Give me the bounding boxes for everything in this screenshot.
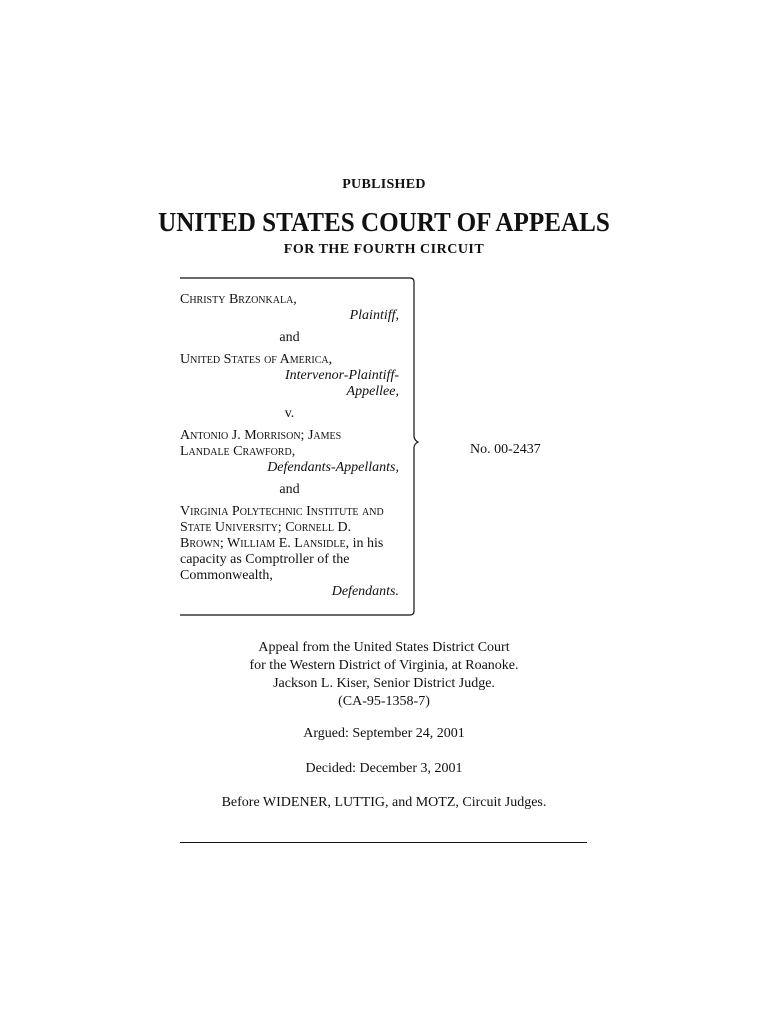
caption-parties [180, 292, 399, 600]
published-label: PUBLISHED [342, 177, 426, 192]
appeal-line3: Jackson L. Kiser, Senior District Judge. [273, 676, 495, 691]
defendants-appellants-role: Defendants-Appellants, [267, 460, 399, 475]
party-vt-line4: capacity as Comptroller of the [180, 552, 350, 567]
appeal-line4: (CA-95-1358-7) [338, 694, 430, 709]
defendants-role: Defendants. [331, 584, 399, 599]
party-defendants-line2: Landale Crawford, [180, 444, 296, 459]
and-connector: and [279, 330, 300, 345]
intervenor-role-line2: Appellee, [346, 384, 399, 399]
argued-date: Argued: September 24, 2001 [303, 726, 465, 741]
party-vt-line5: Commonwealth, [180, 568, 273, 583]
appeal-block [0, 639, 768, 711]
versus: v. [284, 406, 295, 421]
docket-number: No. 00-2437 [470, 442, 541, 457]
party-vt-line3 [180, 536, 399, 552]
appeal-line1: Appeal from the United States District Court [258, 640, 510, 655]
circuit-subtitle: FOR THE FOURTH CIRCUIT [283, 242, 485, 257]
divider [180, 842, 587, 843]
party-vt-line3-tail: , in his [345, 536, 384, 551]
party-vt-line1: Virginia Polytechnic Institute and [180, 504, 384, 519]
decided-date: Decided: December 3, 2001 [305, 761, 463, 776]
party-vt-line2: State University; Cornell D. [180, 520, 352, 535]
party-intervenor: United States of America, [180, 352, 333, 367]
party-plaintiff: Christy Brzonkala, [180, 292, 297, 307]
intervenor-role-line1: Intervenor-Plaintiff- [284, 368, 399, 383]
and-connector-2: and [279, 482, 300, 497]
appeal-line2: for the Western District of Virginia, at Roanoke. [249, 658, 519, 673]
party-vt-line3-names: Brown; William E. Lansidle [180, 536, 346, 551]
plaintiff-role: Plaintiff, [349, 308, 399, 323]
panel-judges: Before WIDENER, LUTTIG, and MOTZ, Circuit Judges. [221, 795, 547, 810]
party-defendants-line1: Antonio J. Morrison; James [180, 428, 342, 443]
court-title: UNITED STATES COURT OF APPEALS [158, 207, 610, 237]
